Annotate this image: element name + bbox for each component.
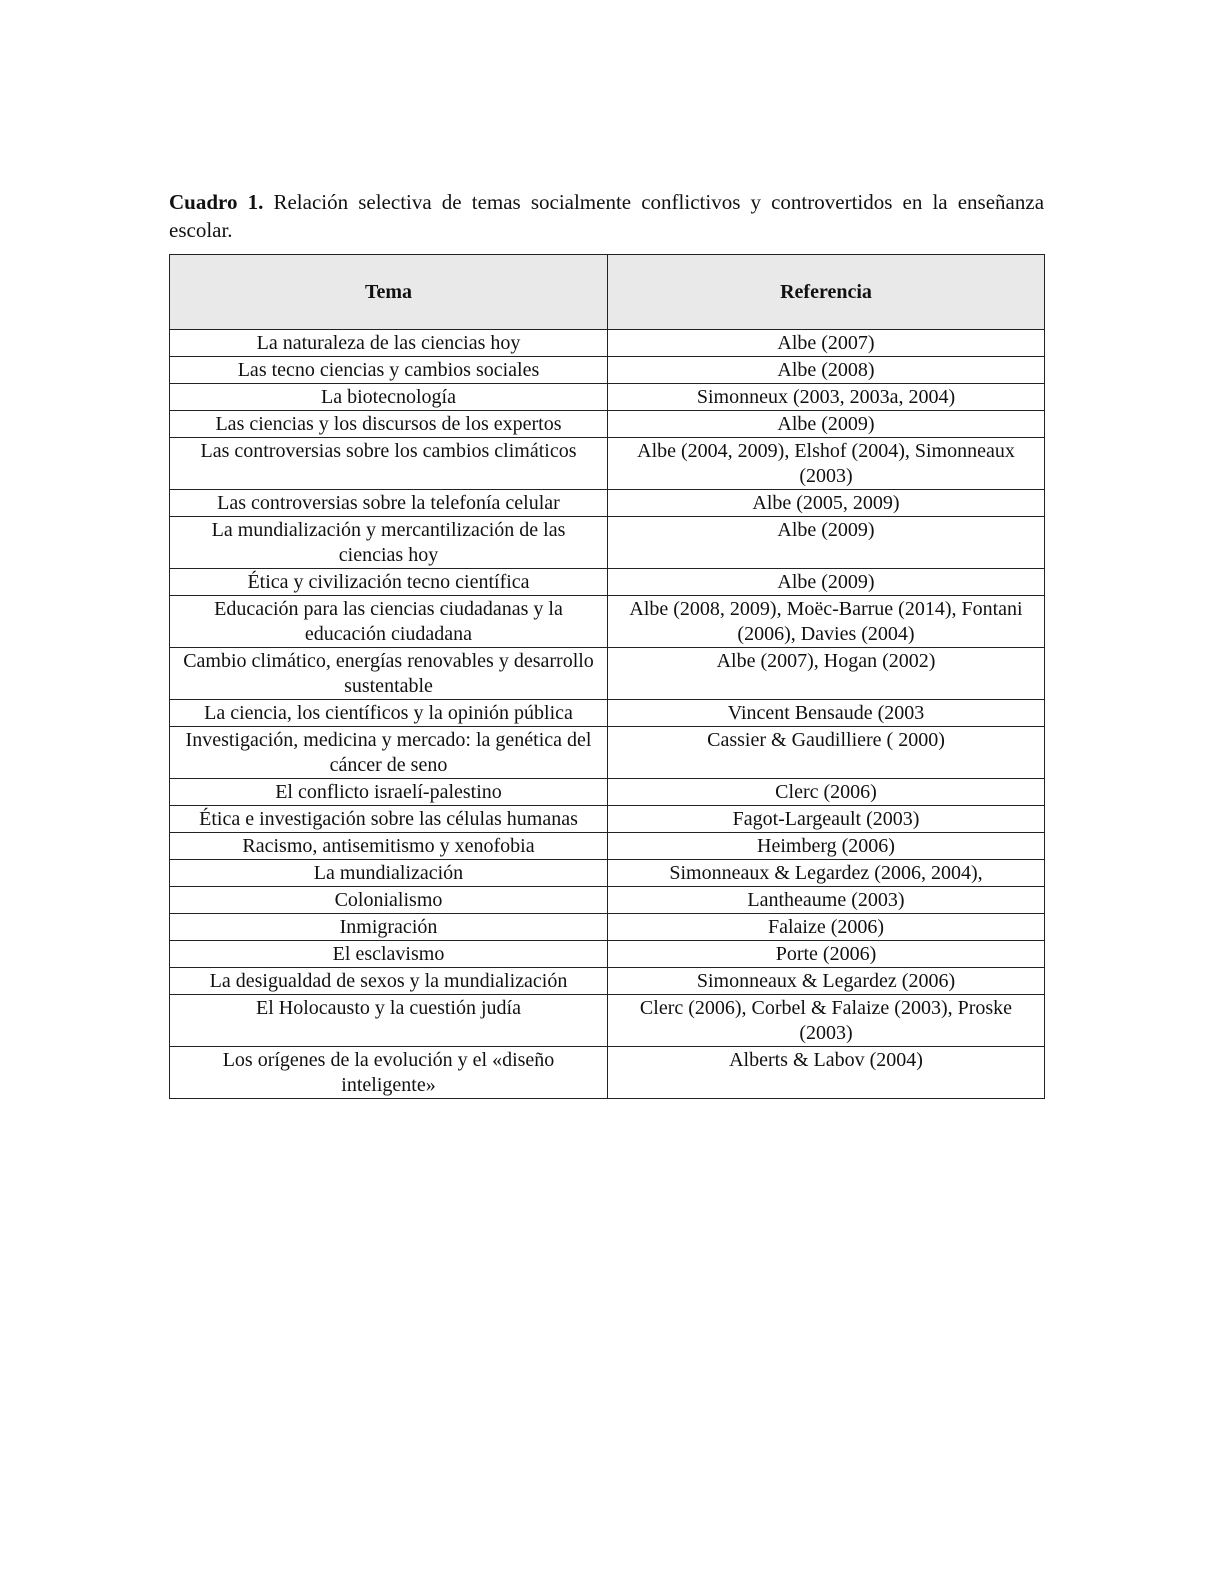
cell-referencia: Cassier & Gaudilliere ( 2000) <box>608 727 1045 779</box>
cell-referencia: Fagot-Largeault (2003) <box>608 806 1045 833</box>
cell-tema: Las controversias sobre la telefonía celular <box>170 490 608 517</box>
cell-referencia: Albe (2008) <box>608 357 1045 384</box>
cell-tema: La biotecnología <box>170 384 608 411</box>
table-row <box>170 411 1045 438</box>
table-header-row <box>170 255 1045 330</box>
table-row <box>170 438 1045 490</box>
cell-tema: Cambio climático, energías renovables y desarrollo sustentable <box>170 648 608 700</box>
table-row <box>170 941 1045 968</box>
topics-table-container <box>169 254 1044 1099</box>
cell-tema: Los orígenes de la evolución y el «diseño inteligente» <box>170 1047 608 1099</box>
table-row <box>170 330 1045 357</box>
table-row <box>170 357 1045 384</box>
table-body <box>170 330 1045 1099</box>
table-row <box>170 968 1045 995</box>
caption-text: Relación selectiva de temas socialmente conflictivos y controvertidos en la enseñanza escolar. <box>169 190 1045 242</box>
cell-tema: El Holocausto y la cuestión judía <box>170 995 608 1047</box>
cell-tema: Las tecno ciencias y cambios sociales <box>170 357 608 384</box>
cell-referencia: Clerc (2006), Corbel & Falaize (2003), Proske (2003) <box>608 995 1045 1047</box>
cell-tema: La mundialización <box>170 860 608 887</box>
cell-referencia: Simonneaux & Legardez (2006) <box>608 968 1045 995</box>
cell-referencia: Albe (2004, 2009), Elshof (2004), Simonneaux (2003) <box>608 438 1045 490</box>
cell-referencia: Albe (2005, 2009) <box>608 490 1045 517</box>
cell-tema: Colonialismo <box>170 887 608 914</box>
cell-tema: La mundialización y mercantilización de las ciencias hoy <box>170 517 608 569</box>
table-row <box>170 914 1045 941</box>
cell-referencia: Vincent Bensaude (2003 <box>608 700 1045 727</box>
table-row <box>170 700 1045 727</box>
cell-referencia: Heimberg (2006) <box>608 833 1045 860</box>
cell-referencia: Falaize (2006) <box>608 914 1045 941</box>
caption-label: Cuadro 1. <box>169 190 264 214</box>
cell-referencia: Albe (2009) <box>608 517 1045 569</box>
cell-tema: La ciencia, los científicos y la opinión pública <box>170 700 608 727</box>
table-row <box>170 490 1045 517</box>
cell-referencia: Albe (2007) <box>608 330 1045 357</box>
cell-referencia: Porte (2006) <box>608 941 1045 968</box>
cell-tema: Racismo, antisemitismo y xenofobia <box>170 833 608 860</box>
cell-referencia: Albe (2007), Hogan (2002) <box>608 648 1045 700</box>
table-row <box>170 648 1045 700</box>
cell-tema: Educación para las ciencias ciudadanas y la educación ciudadana <box>170 596 608 648</box>
table-row <box>170 887 1045 914</box>
table-row <box>170 727 1045 779</box>
cell-referencia: Albe (2009) <box>608 411 1045 438</box>
cell-tema: Las ciencias y los discursos de los expertos <box>170 411 608 438</box>
table-row <box>170 806 1045 833</box>
cell-tema: La desigualdad de sexos y la mundialización <box>170 968 608 995</box>
cell-tema: Ética e investigación sobre las células humanas <box>170 806 608 833</box>
table-row <box>170 833 1045 860</box>
cell-referencia: Clerc (2006) <box>608 779 1045 806</box>
cell-referencia: Lantheaume (2003) <box>608 887 1045 914</box>
cell-tema: La naturaleza de las ciencias hoy <box>170 330 608 357</box>
cell-tema: Ética y civilización tecno científica <box>170 569 608 596</box>
table-caption <box>169 188 1044 244</box>
cell-referencia: Albe (2009) <box>608 569 1045 596</box>
table-row <box>170 517 1045 569</box>
cell-referencia: Albe (2008, 2009), Moëc-Barrue (2014), Fontani (2006), Davies (2004) <box>608 596 1045 648</box>
header-tema: Tema <box>170 255 608 330</box>
table-row <box>170 860 1045 887</box>
table-row <box>170 779 1045 806</box>
cell-tema: El conflicto israelí-palestino <box>170 779 608 806</box>
cell-referencia: Alberts & Labov (2004) <box>608 1047 1045 1099</box>
header-referencia: Referencia <box>608 255 1045 330</box>
cell-tema: El esclavismo <box>170 941 608 968</box>
cell-referencia: Simonneux (2003, 2003a, 2004) <box>608 384 1045 411</box>
table-row <box>170 596 1045 648</box>
table-row <box>170 1047 1045 1099</box>
table-row <box>170 995 1045 1047</box>
topics-table <box>169 254 1045 1099</box>
table-row <box>170 384 1045 411</box>
cell-tema: Las controversias sobre los cambios climáticos <box>170 438 608 490</box>
cell-referencia: Simonneaux & Legardez (2006, 2004), <box>608 860 1045 887</box>
cell-tema: Inmigración <box>170 914 608 941</box>
table-row <box>170 569 1045 596</box>
cell-tema: Investigación, medicina y mercado: la genética del cáncer de seno <box>170 727 608 779</box>
